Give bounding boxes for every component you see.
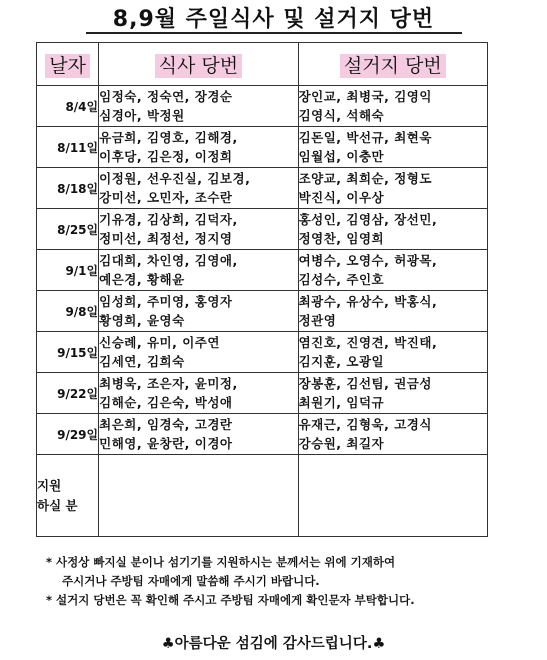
- notes: [46, 553, 506, 610]
- row-wash-names: [298, 332, 487, 373]
- row-wash-names: [298, 209, 487, 250]
- meal-name-line: 김대희, 차인영, 김영애,: [99, 253, 238, 268]
- meal-name-line: 기유경, 김상희, 김덕자,: [99, 212, 238, 227]
- wash-name-line: 유재근, 김형욱, 고경식: [298, 417, 432, 432]
- meal-name-line: 김해순, 김은숙, 박성애: [99, 395, 233, 410]
- meal-name-line: 민해영, 윤창란, 이경아: [99, 436, 233, 451]
- table-row: [37, 127, 488, 168]
- table-row: [37, 168, 488, 209]
- table-row: [37, 332, 488, 373]
- meal-name-line: 최병욱, 조은자, 윤미정,: [99, 376, 238, 391]
- note-line: * 사정상 빠지실 분이나 섬기기를 지원하시는 분께서는 위에 기재하여: [46, 555, 396, 569]
- row-meal-names: [99, 250, 298, 291]
- closing-message: ♣아름다운 섬김에 감사드립니다.♣: [161, 636, 386, 652]
- row-wash-names: [298, 86, 487, 127]
- row-wash-names: [298, 291, 487, 332]
- row-meal-names: [99, 127, 298, 168]
- note-line: 주시거나 주방팀 자매에게 말씀해 주시기 바랍니다.: [62, 574, 320, 588]
- header-wash: 설거지 당번: [298, 43, 487, 86]
- wash-name-line: 여병수, 오영수, 허광목,: [298, 253, 438, 268]
- title-underline: [86, 32, 462, 34]
- meal-name-line: 정미선, 최정선, 정지영: [99, 231, 233, 246]
- volunteer-label: 지원 하실 분: [37, 455, 99, 537]
- meal-name-line: 황영희, 윤영숙: [99, 313, 185, 328]
- row-meal-names: [99, 373, 298, 414]
- row-meal-names: [99, 291, 298, 332]
- wash-name-line: 최원기, 임덕규: [298, 395, 385, 410]
- table-row: [37, 250, 488, 291]
- volunteer-row: [37, 455, 488, 537]
- row-meal-names: [99, 332, 298, 373]
- table-header-row: [37, 43, 488, 86]
- wash-name-line: 임월섭, 이충만: [298, 149, 385, 164]
- meal-name-line: 심경아, 박정원: [99, 108, 185, 123]
- header-date: 날자: [37, 43, 99, 86]
- row-meal-names: [99, 209, 298, 250]
- wash-name-line: 정관영: [298, 313, 337, 328]
- row-meal-names: [99, 86, 298, 127]
- meal-name-line: 유금희, 김영호, 김해경,: [99, 130, 238, 145]
- meal-name-line: 강미선, 오민자, 조수란: [99, 190, 233, 205]
- table-row: [37, 414, 488, 455]
- volunteer-wash-cell[interactable]: [298, 455, 487, 537]
- wash-name-line: 김영식, 석해숙: [298, 108, 385, 123]
- wash-name-line: 김지훈, 오광일: [298, 354, 385, 369]
- row-date: 8/25일: [37, 209, 99, 250]
- meal-name-line: 임성희, 주미영, 홍영자: [99, 294, 233, 309]
- row-date: 8/4일: [37, 86, 99, 127]
- meal-name-line: 김세연, 김희숙: [99, 354, 185, 369]
- note-line: * 설거지 당번은 꼭 확인해 주시고 주방팀 자매에게 확인문자 부탁합니다.: [46, 593, 415, 607]
- row-date: 9/15일: [37, 332, 99, 373]
- row-date: 8/11일: [37, 127, 99, 168]
- table-row: [37, 86, 488, 127]
- meal-name-line: 예은경, 황해윤: [99, 272, 185, 287]
- row-wash-names: [298, 414, 487, 455]
- volunteer-meal-cell[interactable]: [99, 455, 298, 537]
- wash-name-line: 최광수, 유상수, 박홍식,: [298, 294, 438, 309]
- row-date: 9/1일: [37, 250, 99, 291]
- table-row: [37, 373, 488, 414]
- meal-name-line: 최은희, 임경숙, 고경란: [99, 417, 233, 432]
- wash-name-line: 조양교, 최희순, 정형도: [298, 171, 432, 186]
- row-wash-names: [298, 250, 487, 291]
- row-wash-names: [298, 373, 487, 414]
- wash-name-line: 김돈일, 박선규, 최현욱: [298, 130, 432, 145]
- header-meal: 식사 당번: [99, 43, 298, 86]
- wash-name-line: 김성수, 주인호: [298, 272, 385, 287]
- row-meal-names: [99, 414, 298, 455]
- row-wash-names: [298, 127, 487, 168]
- row-date: 9/22일: [37, 373, 99, 414]
- wash-name-line: 염진호, 진영견, 박진태,: [298, 335, 438, 350]
- row-date: 9/8일: [37, 291, 99, 332]
- row-meal-names: [99, 168, 298, 209]
- wash-name-line: 강승원, 최길자: [298, 436, 385, 451]
- meal-name-line: 신승례, 유미, 이주연: [99, 335, 220, 350]
- wash-name-line: 장봉훈, 김선팀, 권금성: [298, 376, 432, 391]
- wash-name-line: 박진식, 이우상: [298, 190, 385, 205]
- duty-table: [36, 42, 488, 537]
- wash-name-line: 정영찬, 임영희: [298, 231, 385, 246]
- meal-name-line: 이후당, 김은정, 이정희: [99, 149, 233, 164]
- wash-name-line: 장인교, 최병국, 김영익: [298, 89, 432, 104]
- page-title: 8,9월 주일식사 및 설거지 당번: [105, 2, 442, 33]
- row-date: 8/18일: [37, 168, 99, 209]
- row-wash-names: [298, 168, 487, 209]
- row-date: 9/29일: [37, 414, 99, 455]
- wash-name-line: 홍성인, 김영삼, 장선민,: [298, 212, 438, 227]
- meal-name-line: 이정원, 선우진실, 김보경,: [99, 171, 251, 186]
- meal-name-line: 임정숙, 정숙연, 장경순: [99, 89, 233, 104]
- table-row: [37, 291, 488, 332]
- table-row: [37, 209, 488, 250]
